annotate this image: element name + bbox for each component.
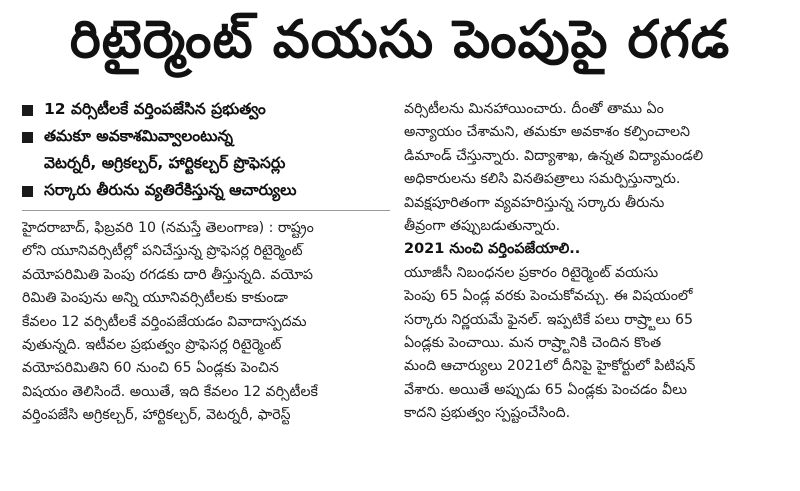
- bullet-item: [22, 177, 390, 204]
- body-line: సర్కారు నిర్ణయమే ఫైనల్. ఇప్పటికే పలు రాష్ర్టాలు 65: [404, 311, 694, 328]
- bullet-item: [22, 96, 390, 123]
- body-line: వయోపరిమితిని 60 నుంచి 65 ఏండ్లకు పెంచిన: [22, 360, 279, 377]
- body-line: వర్తింపజేసి అగ్రికల్చర్, హార్టికల్చర్, వెటర్నరీ, ఫారెస్ట్: [22, 407, 291, 424]
- right-body-text-part-2: [404, 262, 786, 426]
- body-line: పెంపు 65 ఏండ్ల వరకు పెంచుకోవచ్చు. ఈ విషయంలో: [404, 288, 693, 305]
- body-line: అన్యాయం చేశామని, తమకూ అవకాశం కల్పించాలని: [404, 124, 691, 141]
- square-bullet-icon: [22, 186, 33, 197]
- body-line: లోని యూనివర్సిటీల్లో పనిచేస్తున్న ప్రొఫెసర్ల రిటైర్మెంట్: [22, 243, 303, 260]
- headline: రిటైర్మెంట్ వయసు పెంపుపై రగడ: [69, 9, 731, 70]
- body-line: వర్సిటీలను మినహాయించారు. దీంతో తాము ఏం: [404, 101, 664, 117]
- body-line: మంది ఆచార్యులు 2021లో దీనిపై హైకోర్టులో పిటిషన్: [404, 358, 696, 375]
- subheading: 2021 నుంచి వర్తింపజేయాలి..: [404, 241, 581, 258]
- body-line: తీవ్రంగా తప్పుబడుతున్నారు.: [404, 218, 561, 235]
- square-bullet-icon: [22, 105, 33, 116]
- body-line: వేశారు. అయితే అప్పుడు 65 ఏండ్లకు పెంచడం వీలు: [404, 381, 688, 398]
- bullet-text: వెటర్నరీ, అగ్రికల్చర్, హార్టికల్చర్ ప్రొఫెసర్లు: [44, 154, 286, 172]
- body-line: కాదని ప్రభుత్వం స్పష్టంచేసింది.: [404, 405, 571, 422]
- body-line: కేవలం 12 వర్సిటీలకే వర్తింపజేయడం వివాదాస్పదమ: [22, 313, 307, 330]
- left-column: [22, 96, 390, 428]
- bullet-continuation: [22, 150, 390, 177]
- square-bullet-icon: [22, 132, 33, 143]
- body-line: హైదరాబాద్, ఫిబ్రవరి 10 (నమస్తే తెలంగాణ) : రాష్ట్రం: [22, 220, 314, 236]
- body-line: యూజీసీ నిబంధనల ప్రకారం రిటైర్మెంట్ వయసు: [404, 264, 659, 281]
- body-line: వయోపరిమితి పెంపు రగడకు దారి తీస్తున్నది. వయోప: [22, 266, 313, 283]
- right-column: [404, 98, 786, 426]
- body-line: విషయం తెలిసిందే. అయితే, ఇది కేవలం 12 వర్సిటీలకే: [22, 383, 318, 400]
- bullet-text: 12 వర్సిటీలకే వర్తింపజేసిన ప్రభుత్వం: [44, 100, 266, 118]
- bullet-text: సర్కారు తీరును వ్యతిరేకిస్తున్న ఆచార్యులు: [44, 181, 297, 199]
- body-line: అధికారులను కలిసి వినతిపత్రాలు సమర్పిస్తున్నారు.: [404, 171, 681, 188]
- bullet-item: [22, 123, 390, 150]
- bullet-text: తమకూ అవకాశమివ్వాలంటున్న: [44, 127, 233, 145]
- right-body-text-part-1: [404, 98, 786, 238]
- body-line: ఏండ్లకు పెంచాయి. మన రాష్ర్టానికి చెందిన కొంత: [404, 335, 662, 352]
- body-line: వుతున్నది. ఇటీవల ప్రభుత్వం ప్రొఫెసర్ల రిటైర్మెంట్: [22, 337, 282, 354]
- body-line: రిమితి పెంపును అన్ని యూనివర్సిటీలకు కాకుండా: [22, 290, 288, 307]
- body-line: వివక్షపూరితంగా వ్యవహరిస్తున్న సర్కారు తీరును: [404, 194, 665, 211]
- left-body-text: [22, 217, 390, 428]
- divider: [22, 210, 390, 211]
- highlight-bullets: [22, 96, 390, 204]
- body-line: డిమాండ్ చేస్తున్నారు. విద్యాశాఖ, ఉన్నత విద్యామండలి: [404, 147, 704, 164]
